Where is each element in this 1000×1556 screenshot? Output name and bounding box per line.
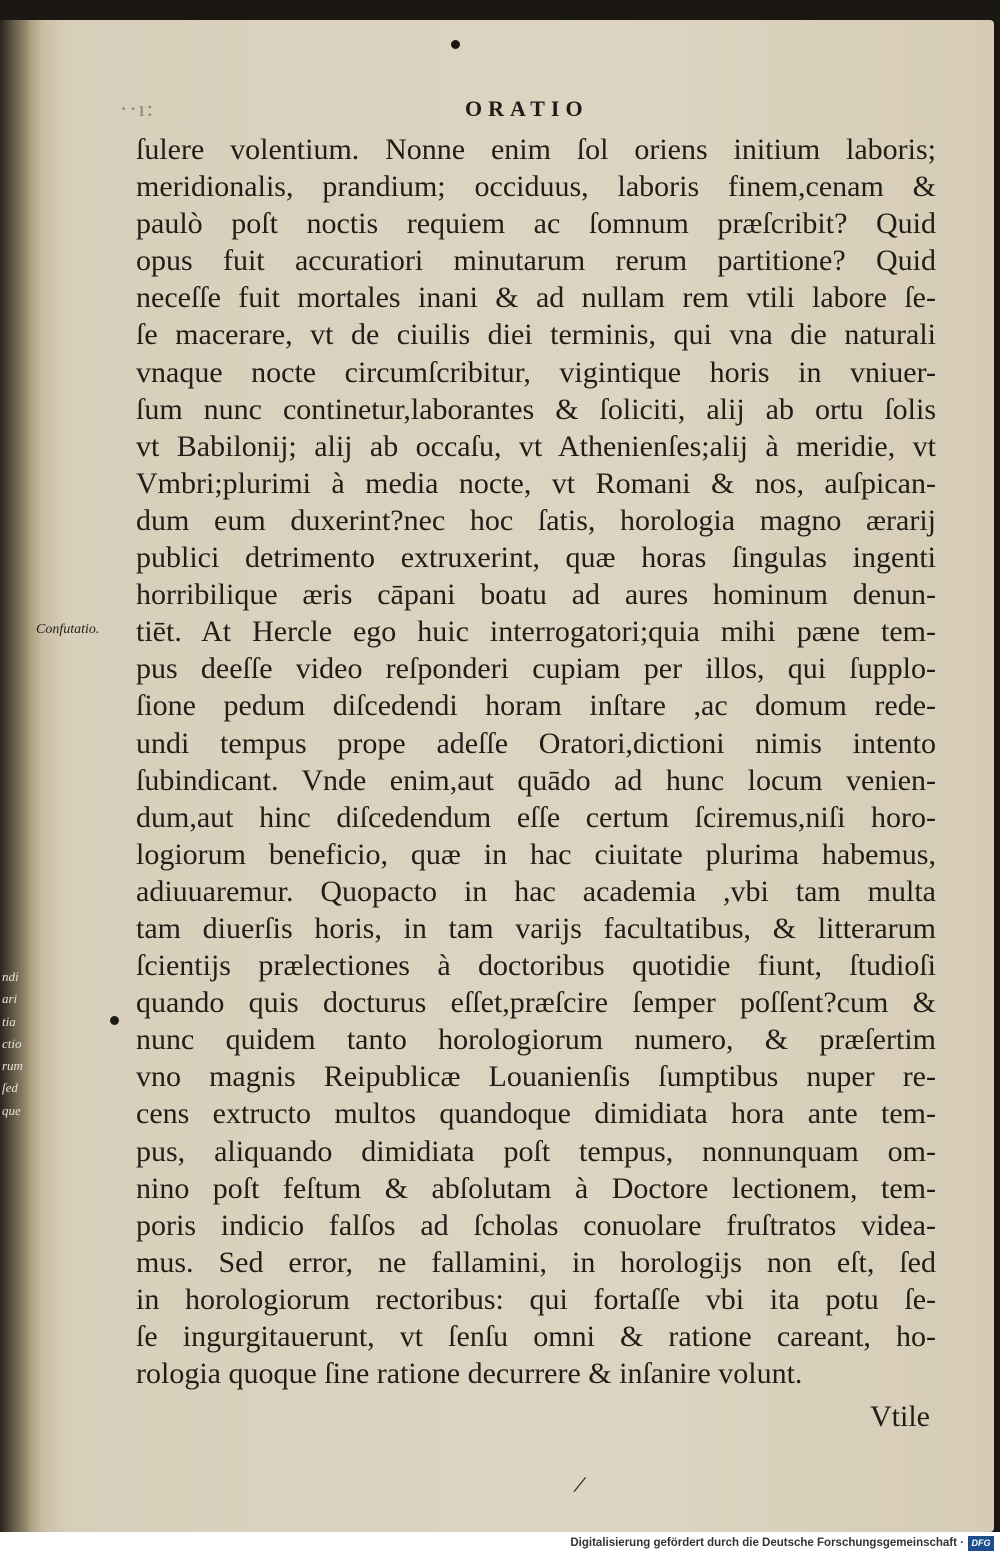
- ink-stroke: /: [571, 1469, 589, 1500]
- text-line: dum,aut hinc diſcedendum eſſe certum ſciremus,niſi horo-: [136, 800, 936, 834]
- text-line: adiuuaremur. Quopacto in hac academia ,vbi tam multa: [136, 874, 936, 908]
- text-line: nino poſt feſtum & abſolutam à Doctore lectionem, tem-: [136, 1171, 936, 1205]
- text-line: dum eum duxerint?nec hoc ſatis, horologia magno ærarij: [136, 503, 936, 537]
- body-text: [136, 131, 936, 1392]
- text-line: cens extructo multos quandoque dimidiata hora ante tem-: [136, 1097, 936, 1131]
- text-line: ſubindicant. Vnde enim,aut quādo ad hunc locum venien-: [136, 763, 936, 797]
- margin-note: Confutatio.: [36, 622, 100, 637]
- text-line: tiēt. At Hercle ego huic interrogatori;quia mihi pæne tem-: [136, 615, 936, 649]
- text-line: vnaque nocte circumſcribitur, vigintique horis in vniuer-: [136, 355, 936, 389]
- fragment-text: ndi: [2, 969, 19, 984]
- text-line: ſe ingurgitauerunt, vt ſenſu omni & ratione careant, ho-: [136, 1320, 936, 1353]
- fragment-text: ctio: [2, 1035, 22, 1051]
- catchword: Vtile: [870, 1400, 930, 1433]
- text-line: ſum nunc continetur,laborantes & ſoliciti, alij ab ortu ſolis: [136, 392, 936, 426]
- text-line: in horologiorum rectoribus: qui fortaſſe vbi ita potu ſe-: [136, 1282, 936, 1316]
- text-line: logiorum beneficio, quæ in hac ciuitate plurima habemus,: [136, 837, 936, 871]
- fragment-text: rum: [2, 1058, 23, 1074]
- facing-page-fragments: [2, 966, 32, 1122]
- text-line: publici detrimento extruxerint, quæ horas ſingulas ingenti: [136, 541, 936, 575]
- text-line: paulò poſt noctis requiem ac ſomnum præſcribit? Quid: [136, 207, 936, 241]
- fragment-text: que: [2, 1102, 21, 1118]
- text-line: ſe macerare, vt de ciuilis diei terminis, qui vna die naturali: [136, 318, 936, 352]
- text-line: pus deeſſe video reſponderi cupiam per illos, qui ſupplo-: [136, 652, 936, 686]
- text-line: ſulere volentium. Nonne enim ſol oriens initium laboris;: [136, 133, 936, 166]
- signature-mark: ··ı:: [120, 96, 155, 121]
- text-line: meridionalis, prandium; occiduus, laboris finem,cenam &: [136, 170, 936, 204]
- dfg-logo: DFG: [968, 1536, 994, 1551]
- text-line: poris indicio falſos ad ſcholas conuolare fruſtratos videa-: [136, 1208, 936, 1242]
- fragment-text: tia: [2, 1013, 16, 1029]
- funding-notice: Digitalisierung gefördert durch die Deutsche Forschungsgemeinschaft ·: [570, 1537, 964, 1549]
- text-line: ſcientijs prælectiones à doctoribus quotidie fiunt, ſtudioſi: [136, 949, 936, 983]
- footer-bar: [0, 1532, 1000, 1556]
- text-line: vt Babilonij; alij ab occaſu, vt Athenienſes;alij à meridie, vt: [136, 429, 936, 463]
- ink-dot: [451, 40, 460, 49]
- text-line: neceſſe fuit mortales inani & ad nullam rem vtili labore ſe-: [136, 281, 936, 315]
- text-line: ſione pedum diſcedendi horam inſtare ,ac domum rede-: [136, 689, 936, 723]
- text-line: Vmbri;plurimi à media nocte, vt Romani & nos, auſpican-: [136, 466, 936, 500]
- text-line: pus, aliquando dimidiata poſt tempus, nonnunquam om-: [136, 1134, 936, 1168]
- fragment-text: ſed: [2, 1080, 18, 1096]
- running-head-title: ORATIO: [465, 96, 589, 121]
- text-line: undi tempus prope adeſſe Oratori,dictioni nimis intento: [136, 726, 936, 760]
- fragment-text: ari: [2, 991, 18, 1007]
- text-line: rologia quoque ſine ratione decurrere & inſanire volunt.: [136, 1357, 803, 1391]
- text-line: horribilique æris cāpani boatu ad aures hominum denun-: [136, 578, 936, 612]
- margin-bullet: [110, 1016, 119, 1025]
- text-line: quando quis docturus eſſet,præſcire ſemper poſſent?cum &: [136, 986, 936, 1020]
- text-line: vno magnis Reipublicæ Louanienſis ſumptibus nuper re-: [136, 1060, 936, 1094]
- text-line: tam diuerſis horis, in tam varijs facultatibus, & litterarum: [136, 911, 936, 945]
- text-line: nunc quidem tanto horologiorum numero, & præſertim: [136, 1023, 936, 1057]
- text-line: opus fuit accuratiori minutarum rerum partitione? Quid: [136, 244, 936, 278]
- text-line: mus. Sed error, ne fallamini, in horologijs non eſt, ſed: [136, 1245, 936, 1279]
